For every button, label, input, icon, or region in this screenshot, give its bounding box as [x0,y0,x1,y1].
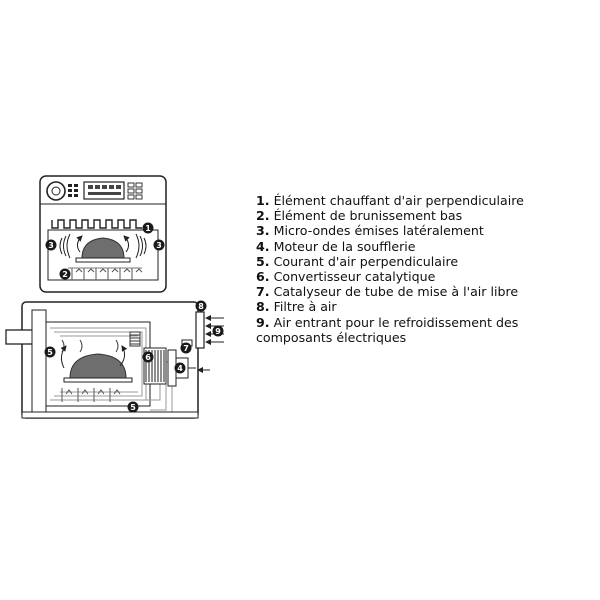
callout-6 [143,352,154,363]
oven-door [32,310,46,412]
callout-7 [181,343,192,354]
callout-1 [143,223,154,234]
callout-3-left [46,240,57,251]
callout-9 [213,326,224,337]
side-food-tray [64,378,132,382]
callout-4 [175,363,186,374]
callout-6-label: 6 [145,353,151,362]
air-filter [196,312,204,348]
legend-item-4: 4. Moteur de la soufflerie [256,238,416,254]
callout-2-label: 2 [62,270,68,279]
display-screen [84,182,124,199]
callout-3-right [154,240,165,251]
callout-5-bottom-label: 5 [130,403,136,412]
legend-item-8: 8. Filtre à air [256,299,337,315]
callout-9-label: 9 [215,327,221,336]
legend-item-2: 2. Élément de brunissement bas [256,208,463,224]
legend-item-9: 9. Air entrant pour le refroidissement des composants électriques [256,314,519,345]
legend-item-7: 7. Catalyseur de tube de mise à l'air libre [256,284,519,300]
callout-3-left-label: 3 [48,241,54,250]
callout-8-label: 8 [198,302,204,311]
callout-5-top [45,347,56,358]
front-view [40,176,166,292]
callout-8 [196,301,207,312]
legend-item-1: 1. Élément chauffant d'air perpendiculaire [256,193,524,208]
legend-item-3: 3. Micro-ondes émises latéralement [256,223,484,239]
callout-4-label: 4 [177,364,183,373]
callout-2 [60,269,71,280]
callout-5-bottom [128,402,139,413]
legend-item-6: 6. Convertisseur catalytique [256,269,436,285]
oven-base [22,412,198,418]
legend [256,193,586,345]
legend-item-5: 5. Courant d'air perpendiculaire [256,253,459,269]
callout-5-top-label: 5 [47,348,53,357]
callout-1-label: 1 [145,224,151,233]
food-tray [76,258,130,262]
side-view [6,302,224,418]
callout-7-label: 7 [183,344,189,353]
callout-3-right-label: 3 [156,241,162,250]
